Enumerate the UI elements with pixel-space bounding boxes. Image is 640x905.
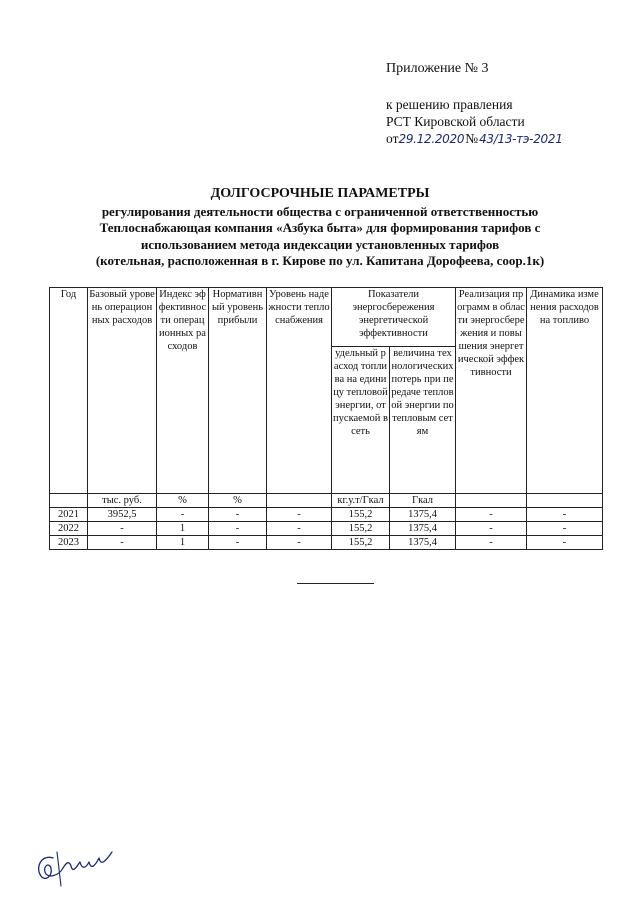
cell-year: 2022 [50, 522, 88, 536]
cell-programs: - [456, 522, 527, 536]
cell-norm: - [209, 522, 267, 536]
cell-specific: 155,2 [332, 522, 390, 536]
header-base-level: Базовый уровень операционных расходов [88, 288, 157, 494]
cell-year: 2021 [50, 508, 88, 522]
decision-line-2: РСТ Кировской области [386, 114, 525, 129]
cell-base: - [88, 536, 157, 550]
header-programs: Реализация программ в области энергосбережения и повышения энергетической эффективности [456, 288, 527, 494]
header-year: Год [50, 288, 88, 494]
document-title [40, 186, 600, 270]
handwritten-signature [33, 846, 115, 888]
unit-year [50, 494, 88, 508]
header-efficiency-index: Индекс эффективности операционных расходов [157, 288, 209, 494]
title-line-5: (котельная, расположенная в г. Кирове по ул. Капитана Дорофеева, соор.1к) [95, 253, 545, 268]
table-row [50, 522, 603, 536]
unit-losses: Гкал [390, 494, 456, 508]
header-normative-profit: Нормативный уровень прибыли [209, 288, 267, 494]
cell-base: 3952,5 [88, 508, 157, 522]
unit-specific: кг.у.т/Гкал [332, 494, 390, 508]
cell-reliability: - [267, 508, 332, 522]
appendix-number: Приложение № 3 [386, 61, 489, 76]
cell-dynamics: - [527, 508, 603, 522]
cell-dynamics: - [527, 522, 603, 536]
title-line-2: регулирования деятельности общества с ограниченной ответственностью [101, 203, 539, 219]
cell-reliability: - [267, 536, 332, 550]
title-line-4: использованием метода индексации установленных тарифов [140, 236, 500, 252]
cell-norm: - [209, 508, 267, 522]
handwritten-number: 43/13-тэ-2021 [479, 132, 563, 146]
parameters-table [49, 287, 603, 550]
cell-specific: 155,2 [332, 508, 390, 522]
header-specific-fuel: удельный расход топлива на единицу тепловой энергии, отпускаемой в сеть [332, 347, 390, 494]
cell-programs: - [456, 536, 527, 550]
header-reliability: Уровень надежности теплоснабжения [267, 288, 332, 494]
title-line-3: Теплоснабжающая компания «Азбука быта» для формирования тарифов с [99, 220, 541, 235]
unit-dynamics [527, 494, 603, 508]
cell-specific: 155,2 [332, 536, 390, 550]
cell-norm: - [209, 536, 267, 550]
cell-index: - [157, 508, 209, 522]
header-fuel-dynamics: Динамика изменения расходов на топливо [527, 288, 603, 494]
table-row [50, 536, 603, 550]
cell-year: 2023 [50, 536, 88, 550]
unit-norm: % [209, 494, 267, 508]
cell-losses: 1375,4 [390, 522, 456, 536]
table-row [50, 508, 603, 522]
handwritten-date: 29.12.2020 [398, 132, 465, 146]
separator-line [297, 583, 374, 584]
decision-ot: от [386, 131, 399, 146]
title-main: ДОЛГОСРОЧНЫЕ ПАРАМЕТРЫ [210, 186, 430, 201]
decision-line-1: к решению правления [386, 97, 513, 112]
unit-programs [456, 494, 527, 508]
cell-dynamics: - [527, 536, 603, 550]
cell-reliability: - [267, 522, 332, 536]
cell-index: 1 [157, 522, 209, 536]
cell-base: - [88, 522, 157, 536]
unit-reliability [267, 494, 332, 508]
number-sign: № [465, 131, 479, 146]
decision-reference [386, 96, 563, 148]
decision-date-number-line [386, 130, 563, 148]
cell-losses: 1375,4 [390, 536, 456, 550]
unit-base: тыс. руб. [88, 494, 157, 508]
units-row [50, 494, 603, 508]
cell-losses: 1375,4 [390, 508, 456, 522]
cell-index: 1 [157, 536, 209, 550]
unit-index: % [157, 494, 209, 508]
header-energy-saving-group: Показатели энергосбережения энергетической эффективности [332, 288, 456, 347]
header-tech-losses: величина технологических потерь при передаче тепловой энергии по тепловым сетям [390, 347, 456, 494]
cell-programs: - [456, 508, 527, 522]
header-row-1 [50, 288, 603, 347]
